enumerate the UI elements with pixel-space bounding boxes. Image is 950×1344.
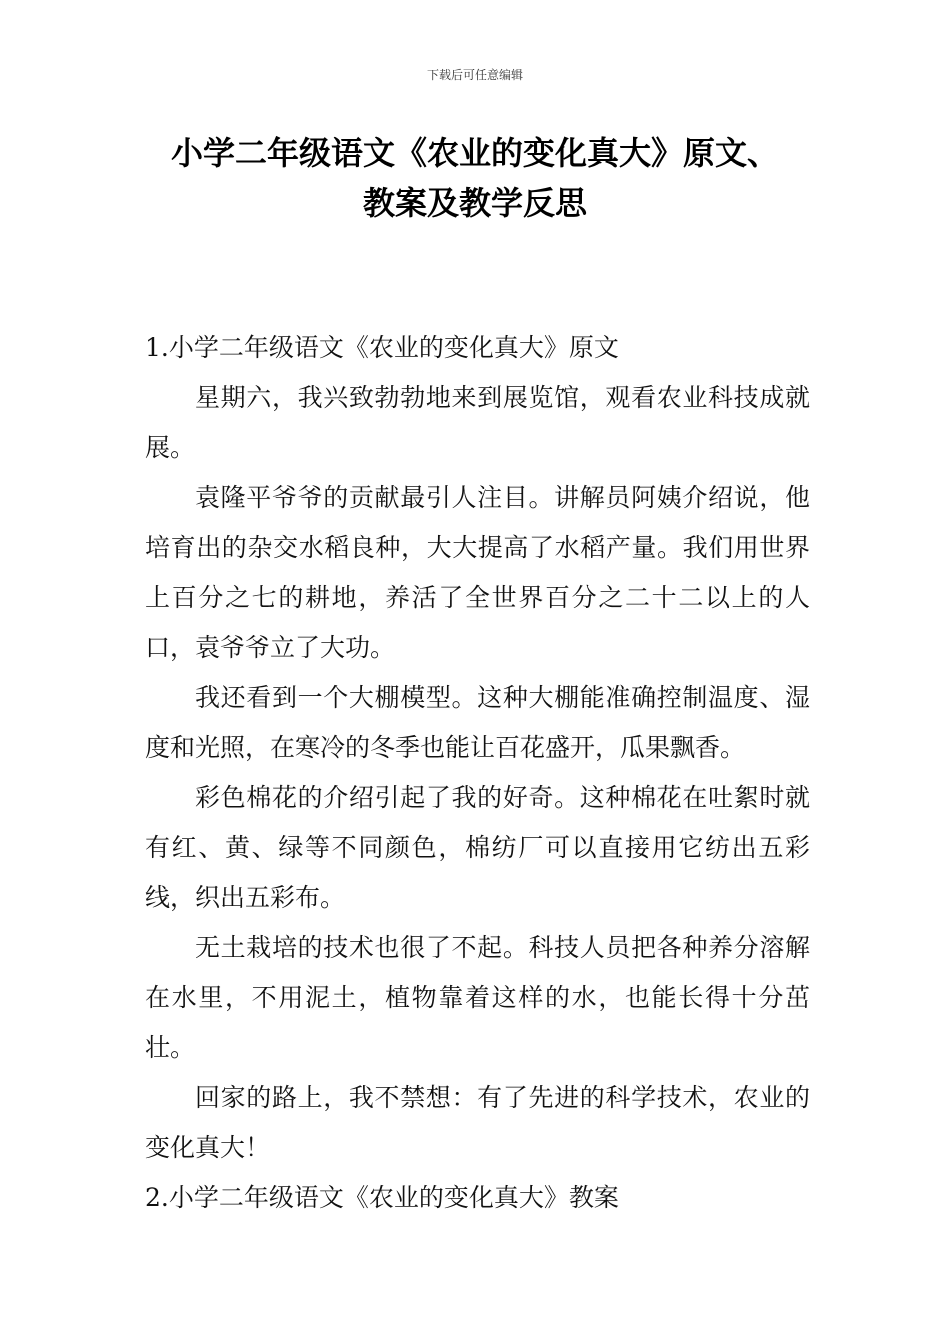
- section-2-heading: 2.小学二年级语文《农业的变化真大》教案: [145, 1183, 619, 1212]
- header-note: 下载后可任意编辑: [426, 68, 523, 82]
- title-line-2: 教案及教学反思: [362, 184, 587, 222]
- document-title: [120, 128, 830, 228]
- paragraph: 我还看到一个大棚模型。这种大棚能准确控制温度、湿度和光照，在寒冷的冬季也能让百花盛开，瓜果飘香。: [145, 683, 810, 762]
- paragraph: 星期六，我兴致勃勃地来到展览馆，观看农业科技成就展。: [145, 383, 810, 462]
- document-body: [145, 323, 810, 1223]
- paragraph: 彩色棉花的介绍引起了我的好奇。这种棉花在吐絮时就有红、黄、绿等不同颜色，棉纺厂可以直接用它纺出五彩线，织出五彩布。: [145, 783, 810, 912]
- paragraph: 无土栽培的技术也很了不起。科技人员把各种养分溶解在水里，不用泥土，植物靠着这样的水，也能长得十分茁壮。: [145, 933, 810, 1062]
- section-1-heading: 1.小学二年级语文《农业的变化真大》原文: [145, 333, 619, 362]
- title-line-1: 小学二年级语文《农业的变化真大》原文、: [170, 134, 779, 172]
- paragraph: 袁隆平爷爷的贡献最引人注目。讲解员阿姨介绍说，他培育出的杂交水稻良种，大大提高了水稻产量。我们用世界上百分之七的耕地，养活了全世界百分之二十二以上的人口，袁爷爷立了大功。: [145, 483, 810, 662]
- paragraph: 回家的路上，我不禁想：有了先进的科学技术，农业的变化真大！: [145, 1083, 810, 1162]
